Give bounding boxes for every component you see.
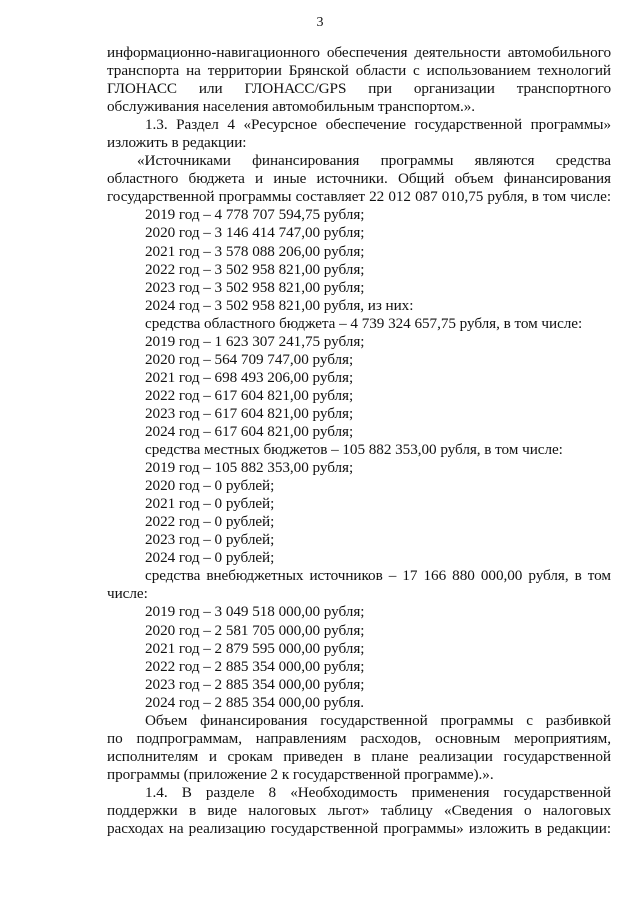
list-item: 2019 год – 3 049 518 000,00 рубля; [145, 603, 365, 621]
list-item: 2024 год – 0 рублей; [145, 549, 275, 567]
list-item: 2023 год – 0 рублей; [145, 531, 275, 549]
text-line: ГЛОНАСС или ГЛОНАСС/GPS при организации транспортного [107, 80, 611, 98]
text-line: государственной программы составляет 22 012 087 010,75 рубля, в том числе: [107, 188, 611, 206]
list-item: 2024 год – 3 502 958 821,00 рубля, из них: [145, 296, 414, 314]
list-item: 2021 год – 0 рублей; [145, 495, 275, 513]
section-header: средства местных бюджетов – 105 882 353,00 рубля, в том числе: [145, 441, 563, 459]
page-number: 3 [316, 15, 324, 30]
regional-budget-section [107, 315, 611, 441]
document-body [107, 44, 611, 838]
list-item: 2021 год – 2 879 595 000,00 рубля; [145, 639, 365, 657]
list-item: 2022 год – 0 рублей; [145, 513, 275, 531]
list-item: 2020 год – 2 581 705 000,00 рубля; [145, 621, 365, 639]
section-header: средства внебюджетных источников – 17 166 880 000,00 рубля, в том [145, 567, 611, 585]
item-1-4 [107, 784, 611, 838]
text-line: обслуживания населения автомобильным транспортом.». [107, 98, 476, 116]
list-item: 2021 год – 3 578 088 206,00 рубля; [145, 242, 365, 260]
text-line: расходах на реализацию государственной программы» изложить в редакции: [107, 820, 611, 838]
list-item: 2019 год – 4 778 707 594,75 рубля; [145, 206, 365, 224]
item-1-3 [107, 116, 611, 152]
text-line: исполнителям и срокам приведен в плане реализации государственной [107, 747, 611, 765]
section-header: числе: [107, 585, 148, 603]
list-item: 2020 год – 3 146 414 747,00 рубля; [145, 224, 365, 242]
text-line: Объем финансирования государственной программы с разбивкой [145, 711, 611, 729]
intro-paragraph [107, 44, 611, 116]
list-item: 2019 год – 1 623 307 241,75 рубля; [145, 332, 365, 350]
text-line: «Источниками финансирования программы являются средства [137, 152, 611, 170]
text-line: по подпрограммам, направлениям расходов, основным мероприятиям, [107, 729, 611, 747]
text-line: поддержки в виде налоговых льгот» таблицу «Сведения о налоговых [107, 801, 611, 819]
section-header: средства областного бюджета – 4 739 324 657,75 рубля, в том числе: [145, 314, 583, 332]
text-line: транспорта на территории Брянской области с использованием технологий [107, 62, 611, 80]
local-budgets-section [107, 441, 611, 567]
extrabudgetary-section [107, 567, 611, 711]
list-item: 2023 год – 2 885 354 000,00 рубля; [145, 675, 365, 693]
list-item: 2024 год – 2 885 354 000,00 рубля. [145, 693, 364, 711]
text-line: областного бюджета и иные источники. Общий объем финансирования [107, 170, 611, 188]
list-item: 2022 год – 617 604 821,00 рубля; [145, 386, 354, 404]
volume-paragraph [107, 712, 611, 784]
text-line: 1.4. В разделе 8 «Необходимость применения государственной [145, 783, 611, 801]
text-line: изложить в редакции: [107, 134, 247, 152]
list-item: 2019 год – 105 882 353,00 рубля; [145, 459, 354, 477]
text-line: 1.3. Раздел 4 «Ресурсное обеспечение государственной программы» [145, 116, 611, 134]
list-item: 2024 год – 617 604 821,00 рубля; [145, 422, 354, 440]
list-item: 2020 год – 0 рублей; [145, 477, 275, 495]
text-line: информационно-навигационного обеспечения деятельности автомобильного [107, 44, 611, 61]
list-item: 2021 год – 698 493 206,00 рубля; [145, 368, 354, 386]
text-line: программы (приложение 2 к государственной программе).». [107, 765, 494, 783]
sources-paragraph [107, 152, 611, 206]
list-item: 2022 год – 3 502 958 821,00 рубля; [145, 260, 365, 278]
list-item: 2020 год – 564 709 747,00 рубля; [145, 350, 354, 368]
list-item: 2023 год – 617 604 821,00 рубля; [145, 404, 354, 422]
list-item: 2022 год – 2 885 354 000,00 рубля; [145, 657, 365, 675]
list-item: 2023 год – 3 502 958 821,00 рубля; [145, 278, 365, 296]
total-by-year-list [107, 206, 611, 314]
